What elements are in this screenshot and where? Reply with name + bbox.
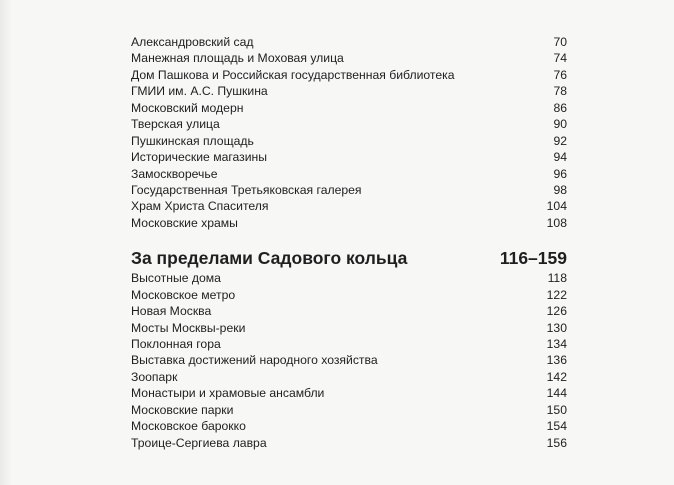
entry-title: Зоопарк — [131, 369, 178, 384]
toc-entry — [131, 435, 567, 451]
entry-page: 76 — [553, 67, 567, 82]
toc-group-1 — [131, 34, 567, 231]
toc-entry — [131, 166, 567, 182]
entry-title: Пушкинская площадь — [131, 133, 254, 148]
toc-entry — [131, 116, 567, 132]
entry-page: 126 — [546, 304, 567, 319]
entry-title: Манежная площадь и Моховая улица — [131, 51, 344, 66]
entry-page: 136 — [546, 353, 567, 368]
entry-title: ГМИИ им. А.С. Пушкина — [131, 84, 268, 99]
toc-entry — [131, 149, 567, 165]
entry-page: 130 — [546, 320, 567, 335]
entry-title: Московский модерн — [131, 100, 244, 115]
entry-title: Выставка достижений народного хозяйства — [131, 353, 378, 368]
entry-page: 142 — [546, 369, 567, 384]
entry-page: 108 — [546, 215, 567, 230]
entry-page: 94 — [553, 150, 567, 165]
toc-entry — [131, 133, 567, 149]
entry-page: 92 — [553, 133, 567, 148]
toc-entry — [131, 402, 567, 418]
toc-entry — [131, 369, 567, 385]
entry-page: 118 — [547, 271, 567, 286]
page-edge-shadow — [0, 0, 12, 485]
entry-title: Александровский сад — [131, 35, 254, 49]
entry-page: 90 — [553, 117, 567, 132]
entry-title: Храм Христа Спасителя — [131, 199, 269, 214]
entry-title: Монастыри и храмовые ансамбли — [131, 386, 325, 401]
section-title: За пределами Садового кольца — [131, 248, 408, 269]
entry-page: 154 — [546, 419, 567, 434]
toc-entry — [131, 198, 567, 214]
entry-page: 74 — [553, 51, 567, 66]
toc-entry — [131, 418, 567, 434]
entry-page: 98 — [553, 182, 567, 197]
toc-entry — [131, 385, 567, 401]
entry-title: Тверская улица — [131, 117, 220, 132]
toc-entry — [131, 50, 567, 66]
entry-title: Мосты Москвы-реки — [131, 320, 246, 335]
toc-entry — [131, 270, 567, 286]
toc-entry — [131, 215, 567, 231]
toc-entry — [131, 34, 567, 50]
entry-page: 86 — [553, 100, 567, 115]
entry-page: 78 — [553, 84, 567, 99]
toc-entry — [131, 67, 567, 83]
entry-title: Московское барокко — [131, 419, 246, 434]
toc-entry — [131, 352, 567, 368]
entry-title: Поклонная гора — [131, 337, 221, 351]
section-spacer — [131, 231, 567, 248]
entry-title: Высотные дома — [131, 271, 221, 286]
toc-entry — [131, 100, 567, 116]
entry-page: 156 — [546, 435, 567, 450]
entry-title: Новая Москва — [131, 304, 212, 319]
entry-page: 134 — [546, 337, 567, 351]
entry-title: Троице-Сергиева лавра — [131, 435, 267, 450]
entry-title: Замоскворечье — [131, 166, 218, 181]
entry-title: Государственная Третьяковская галерея — [131, 182, 362, 197]
entry-title: Исторические магазины — [131, 150, 268, 165]
entry-page: 104 — [546, 199, 567, 214]
entry-page: 150 — [546, 402, 567, 417]
entry-title: Московское метро — [131, 287, 236, 302]
toc-entry — [131, 287, 567, 303]
entry-page: 70 — [553, 35, 567, 49]
table-of-contents — [131, 34, 567, 451]
toc-entry — [131, 182, 567, 198]
entry-page: 144 — [546, 386, 567, 401]
toc-entry — [131, 83, 567, 99]
toc-entry — [131, 336, 567, 352]
section-page-range: 116–159 — [499, 248, 567, 269]
section-heading — [131, 248, 567, 270]
entry-page: 96 — [553, 166, 567, 181]
toc-entry — [131, 303, 567, 319]
entry-title: Дом Пашкова и Российская государственная библиотека — [131, 67, 455, 82]
entry-title: Московские храмы — [131, 215, 238, 230]
toc-group-2 — [131, 270, 567, 451]
entry-page: 122 — [546, 287, 567, 302]
toc-entry — [131, 320, 567, 336]
entry-title: Московские парки — [131, 402, 234, 417]
